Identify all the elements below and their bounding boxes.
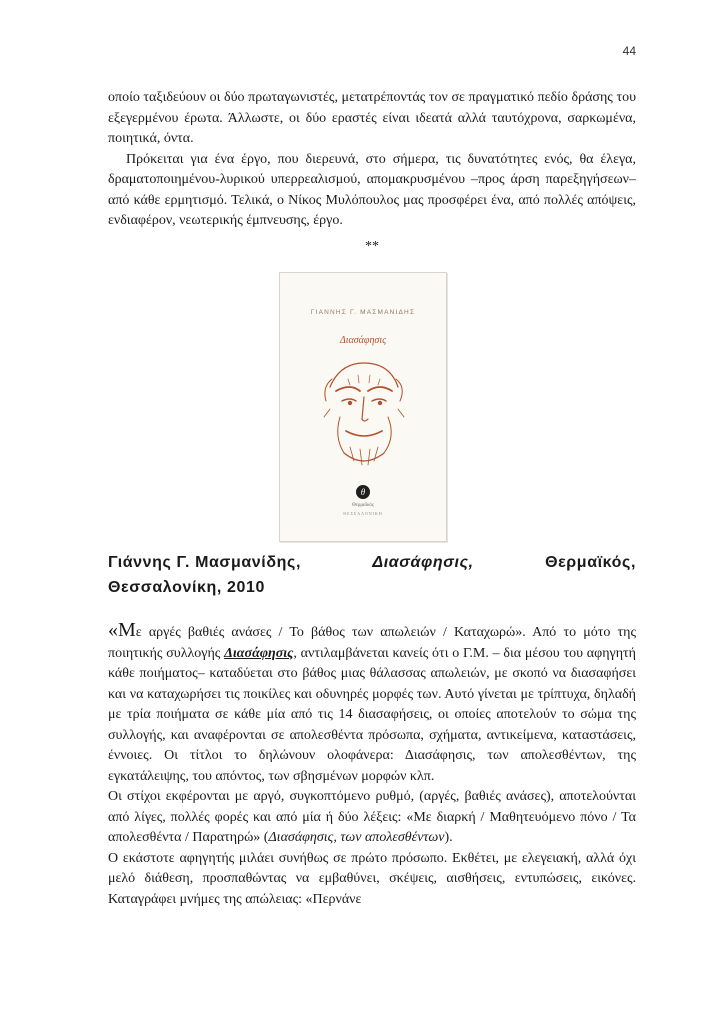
review-heading xyxy=(108,550,636,600)
publisher-logo-icon: θ xyxy=(356,485,370,499)
review-paragraph-2-a: Οι στίχοι εκφέρονται με αργό, συγκοπτόμενο ρυθμό, (αργές, βαθιές ανάσες), αποτελούνται από λίγες, πολλές φορές και από μία ή δύο λέξεις: «Με διαρκή / Μαθητευόμενο πόνο / Τα απολεσθέντα / Παρατηρώ» ( xyxy=(108,789,636,845)
book-cover-image xyxy=(279,272,447,542)
heading-publisher: Θερμαϊκός, xyxy=(545,554,636,571)
review-paragraph-1 xyxy=(108,620,636,787)
cover-author: ΓΙΑΝΝΗΣ Γ. ΜΑΣΜΑΝΙΔΗΣ xyxy=(310,309,416,316)
cover-publisher: Θερμαϊκός xyxy=(352,503,374,508)
cover-city: ΘΕΣΣΑΛΟΝΙΚΗ xyxy=(343,511,383,516)
cover-portrait-sketch xyxy=(310,357,416,479)
intro-paragraph-2: Πρόκειται για ένα έργο, που διερευνά, στο σήμερα, τις δυνατότητες ενός, θα έλεγα, δραματοποιημένου-λυρικού υπερρεαλισμού, απομακρυσμένου –προς άρση παρεξηγήσεων– από κάθε ερμητισμό. Τελικά, ο Νίκος Μυλόπουλος μας προσφέρει ένα, από πολλές απόψεις, ενδιαφέρον, νεωτερικής έμπνευσης, έργο. xyxy=(108,151,636,228)
section-separator: ** xyxy=(365,239,379,254)
cover-title: Διασάφησις xyxy=(339,335,387,346)
heading-title: Διασάφησις, xyxy=(372,554,474,571)
collection-title: Διασάφησις xyxy=(224,645,294,661)
heading-author: Γιάννης Γ. Μασμανίδης, xyxy=(108,554,301,571)
review-paragraph-1-a: ε αργές βαθιές ανάσες / Το βάθος των απωλειών / Καταχωρώ». Από το μότο της ποιητικής συλλογής xyxy=(108,625,636,661)
review-paragraph-3: Ο εκάστοτε αφηγητής μιλάει συνήθως σε πρώτο πρόσωπο. Εκθέτει, με ελεγειακή, αλλά όχι μελό διάθεση, προσπαθώντας να εμβαθύνει, σκέψεις, αισθήσεις, εντυπώσεις, εικόνες. Καταγράφει μνήμες της απώλειας: «Περνάνε xyxy=(108,850,636,907)
page-number: 44 xyxy=(622,44,636,58)
review-body xyxy=(108,620,636,910)
intro-section xyxy=(108,88,636,232)
quote-opening: «Μ xyxy=(108,619,136,641)
review-paragraph-2 xyxy=(108,787,636,849)
intro-paragraph-1: οποίο ταξιδεύουν οι δύο πρωταγωνιστές, μετατρέποντάς τον σε πραγματικό πεδίο δράσης του εξεγερμένου έρωτα. Άλλωστε, οι δύο εραστές είναι ιδεατά αλλά ταυτόχρονα, σαρκωμένα, ποιητικά, όντα. xyxy=(108,90,636,146)
review-paragraph-2-b: ). xyxy=(444,830,453,845)
heading-place-year: Θεσσαλονίκη, 2010 xyxy=(108,579,265,596)
poem-reference: Διασάφησις, των απολεσθέντων xyxy=(268,830,445,845)
review-paragraph-1-b: , αντιλαμβάνεται κανείς ότι ο Γ.Μ. – δια μέσου του αφηγητή κάθε ποιήματος– καταδύεται στο βάθος μιας θάλασσας απωλειών, με σκοπό να διασαφήσει και να καταχωρήσει τις ποικίλες και οδυνηρές μορφές των. Αυτό γίνεται με τρίπτυχα, δηλαδή με τρία ποιήματα σε κάθε μία από τις 14 διασαφήσεις, οι οποίες αποτελούν το σώμα της συλλογής, και αναφέρονται σε απολεσθέντα πρόσωπα, σχήματα, αντικείμενα, καταστάσεις, έννοιες. Οι τίτλοι το δηλώνουν ολοφάνερα: Διασάφησις, των απολεσθέντων, της εγκατάλειψης, του απόντος, των σβησμένων μορφών κλπ. xyxy=(108,645,637,784)
heading-line-1 xyxy=(108,550,636,575)
